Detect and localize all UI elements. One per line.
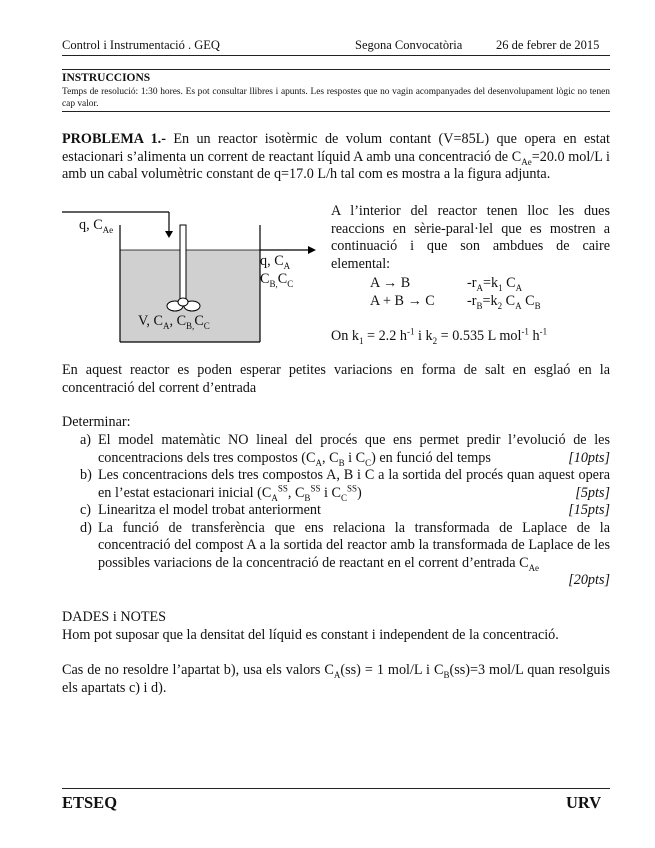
- task-a-text: El model matemàtic NO lineal del procés que ens permet predir l’evolució de les concentracions dels tres compostos ($C_A$, $C_B$ i $C_C$) en funció del temps [10pts]: [98, 432, 610, 468]
- reaction-2-equation: A + B → C: [370, 293, 435, 309]
- task-c-points: [15pts]: [568, 502, 610, 518]
- reaction-1: [370, 274, 522, 293]
- task-b-label: b): [80, 467, 92, 483]
- task-a: [80, 432, 610, 467]
- task-c: [80, 502, 610, 520]
- task-c-text: Linearitza el model trobat anteriorment [15pts]: [98, 502, 610, 518]
- instructions-top-rule: [62, 69, 610, 70]
- problem-intro: [62, 131, 610, 184]
- task-a-points: [10pts]: [568, 449, 610, 466]
- inlet-label: q, $C_{Ae}$: [79, 217, 114, 235]
- notes-title: DADES i NOTES: [62, 609, 167, 625]
- reactor-figure: [62, 205, 332, 355]
- reaction-2: [370, 292, 541, 311]
- header-rule: [62, 55, 610, 56]
- intro-text-b: =20.0 mol/L i amb un cabal volumètric constant de q=17.0 L/h tal com es mostra a la figura adjunta.: [62, 148, 610, 182]
- reaction-2-rate: $-r_B=k_2$ $C_A$ $C_B$: [467, 293, 541, 311]
- task-b-points: [5pts]: [575, 484, 610, 501]
- task-c-label: c): [80, 502, 92, 518]
- outlet-label: q, $C_A$ $C_{B,}C_C$: [260, 253, 294, 289]
- task-a-label: a): [80, 432, 92, 448]
- intro-sub: Ae: [521, 156, 532, 167]
- task-d-text: La funció de transferència que ens relaciona la transformada de Laplace de la concentració del compost A a la sortida del reactor amb la transformada de Laplace de les possibles variacions de la concentració de reactant en el corrent d’entrada $C_{Ae}$ [20pts]: [98, 519, 610, 588]
- reactions-text: A l’interior del reactor tenen lloc les dues reaccions en sèrie-paral·lel que es mostren a continuació i que son ambdues de caire elemental:: [331, 203, 610, 272]
- reaction-1-rate: $-r_A=k_1$ $C_A$: [467, 275, 523, 293]
- reaction-1-equation: A → B: [370, 275, 411, 291]
- determinar-title: Determinar:: [62, 414, 131, 430]
- header-course: Control i Instrumentació . GEQ: [62, 38, 220, 52]
- instructions-text: Temps de resolució: 1:30 hores. Es pot consultar llibres i apunts. Les respostes que no vagin acompanyades del desenvolupament lògic no tenen cap valor.: [62, 87, 610, 109]
- header-date: 26 de febrer de 2015: [496, 38, 600, 52]
- task-d-label: d): [80, 519, 92, 536]
- task-d: [80, 520, 610, 590]
- footer-rule: [62, 788, 610, 789]
- footer-university: URV: [566, 793, 602, 812]
- header-session: Segona Convocatòria: [355, 38, 463, 52]
- instructions-title: INSTRUCCIONS: [62, 72, 151, 84]
- problem-label: PROBLEMA 1.-: [62, 131, 166, 147]
- tank-label: V, $C_A$, $C_{B,}C_C$: [138, 313, 210, 331]
- instructions-bottom-rule: [62, 111, 610, 112]
- notes-line-2: Cas de no resoldre l’apartat b), usa els valors $C_A(ss) = 1$ mol/L i $C_B(ss)=3$ mol/L quan resolguis els apartats c) i d).: [62, 662, 610, 696]
- variations-text: En aquest reactor es poden esperar petites variacions en forma de salt en esglaó en la concentració del corrent d’entrada: [62, 362, 610, 396]
- rate-constants: On $k_1 = 2.2$ $h^{-1}$ i $k_2 = 0.535$ L mol$^{-1}$ $h^{-1}$: [331, 326, 548, 346]
- task-list: [80, 432, 610, 590]
- intro-text-a: En un reactor isotèrmic de volum contant (V=85L) que opera en estat estacionari s’alimenta un corrent de reactant líquid A amb una concentració de C: [62, 131, 610, 165]
- task-b-text: Les concentracions dels tres compostos A, B i C a la sortida del procés quan aquest opera en l’estat estacionari inicial ($C_A^{SS}$, $C_B^{SS}$ i $C_C^{SS}$) [5pts]: [98, 467, 610, 503]
- footer-school: ETSEQ: [62, 793, 118, 812]
- task-d-points: [20pts]: [568, 572, 610, 588]
- notes-line-1: Hom pot suposar que la densitat del líquid es constant i independent de la concentració.: [62, 627, 559, 643]
- task-b: [80, 467, 610, 502]
